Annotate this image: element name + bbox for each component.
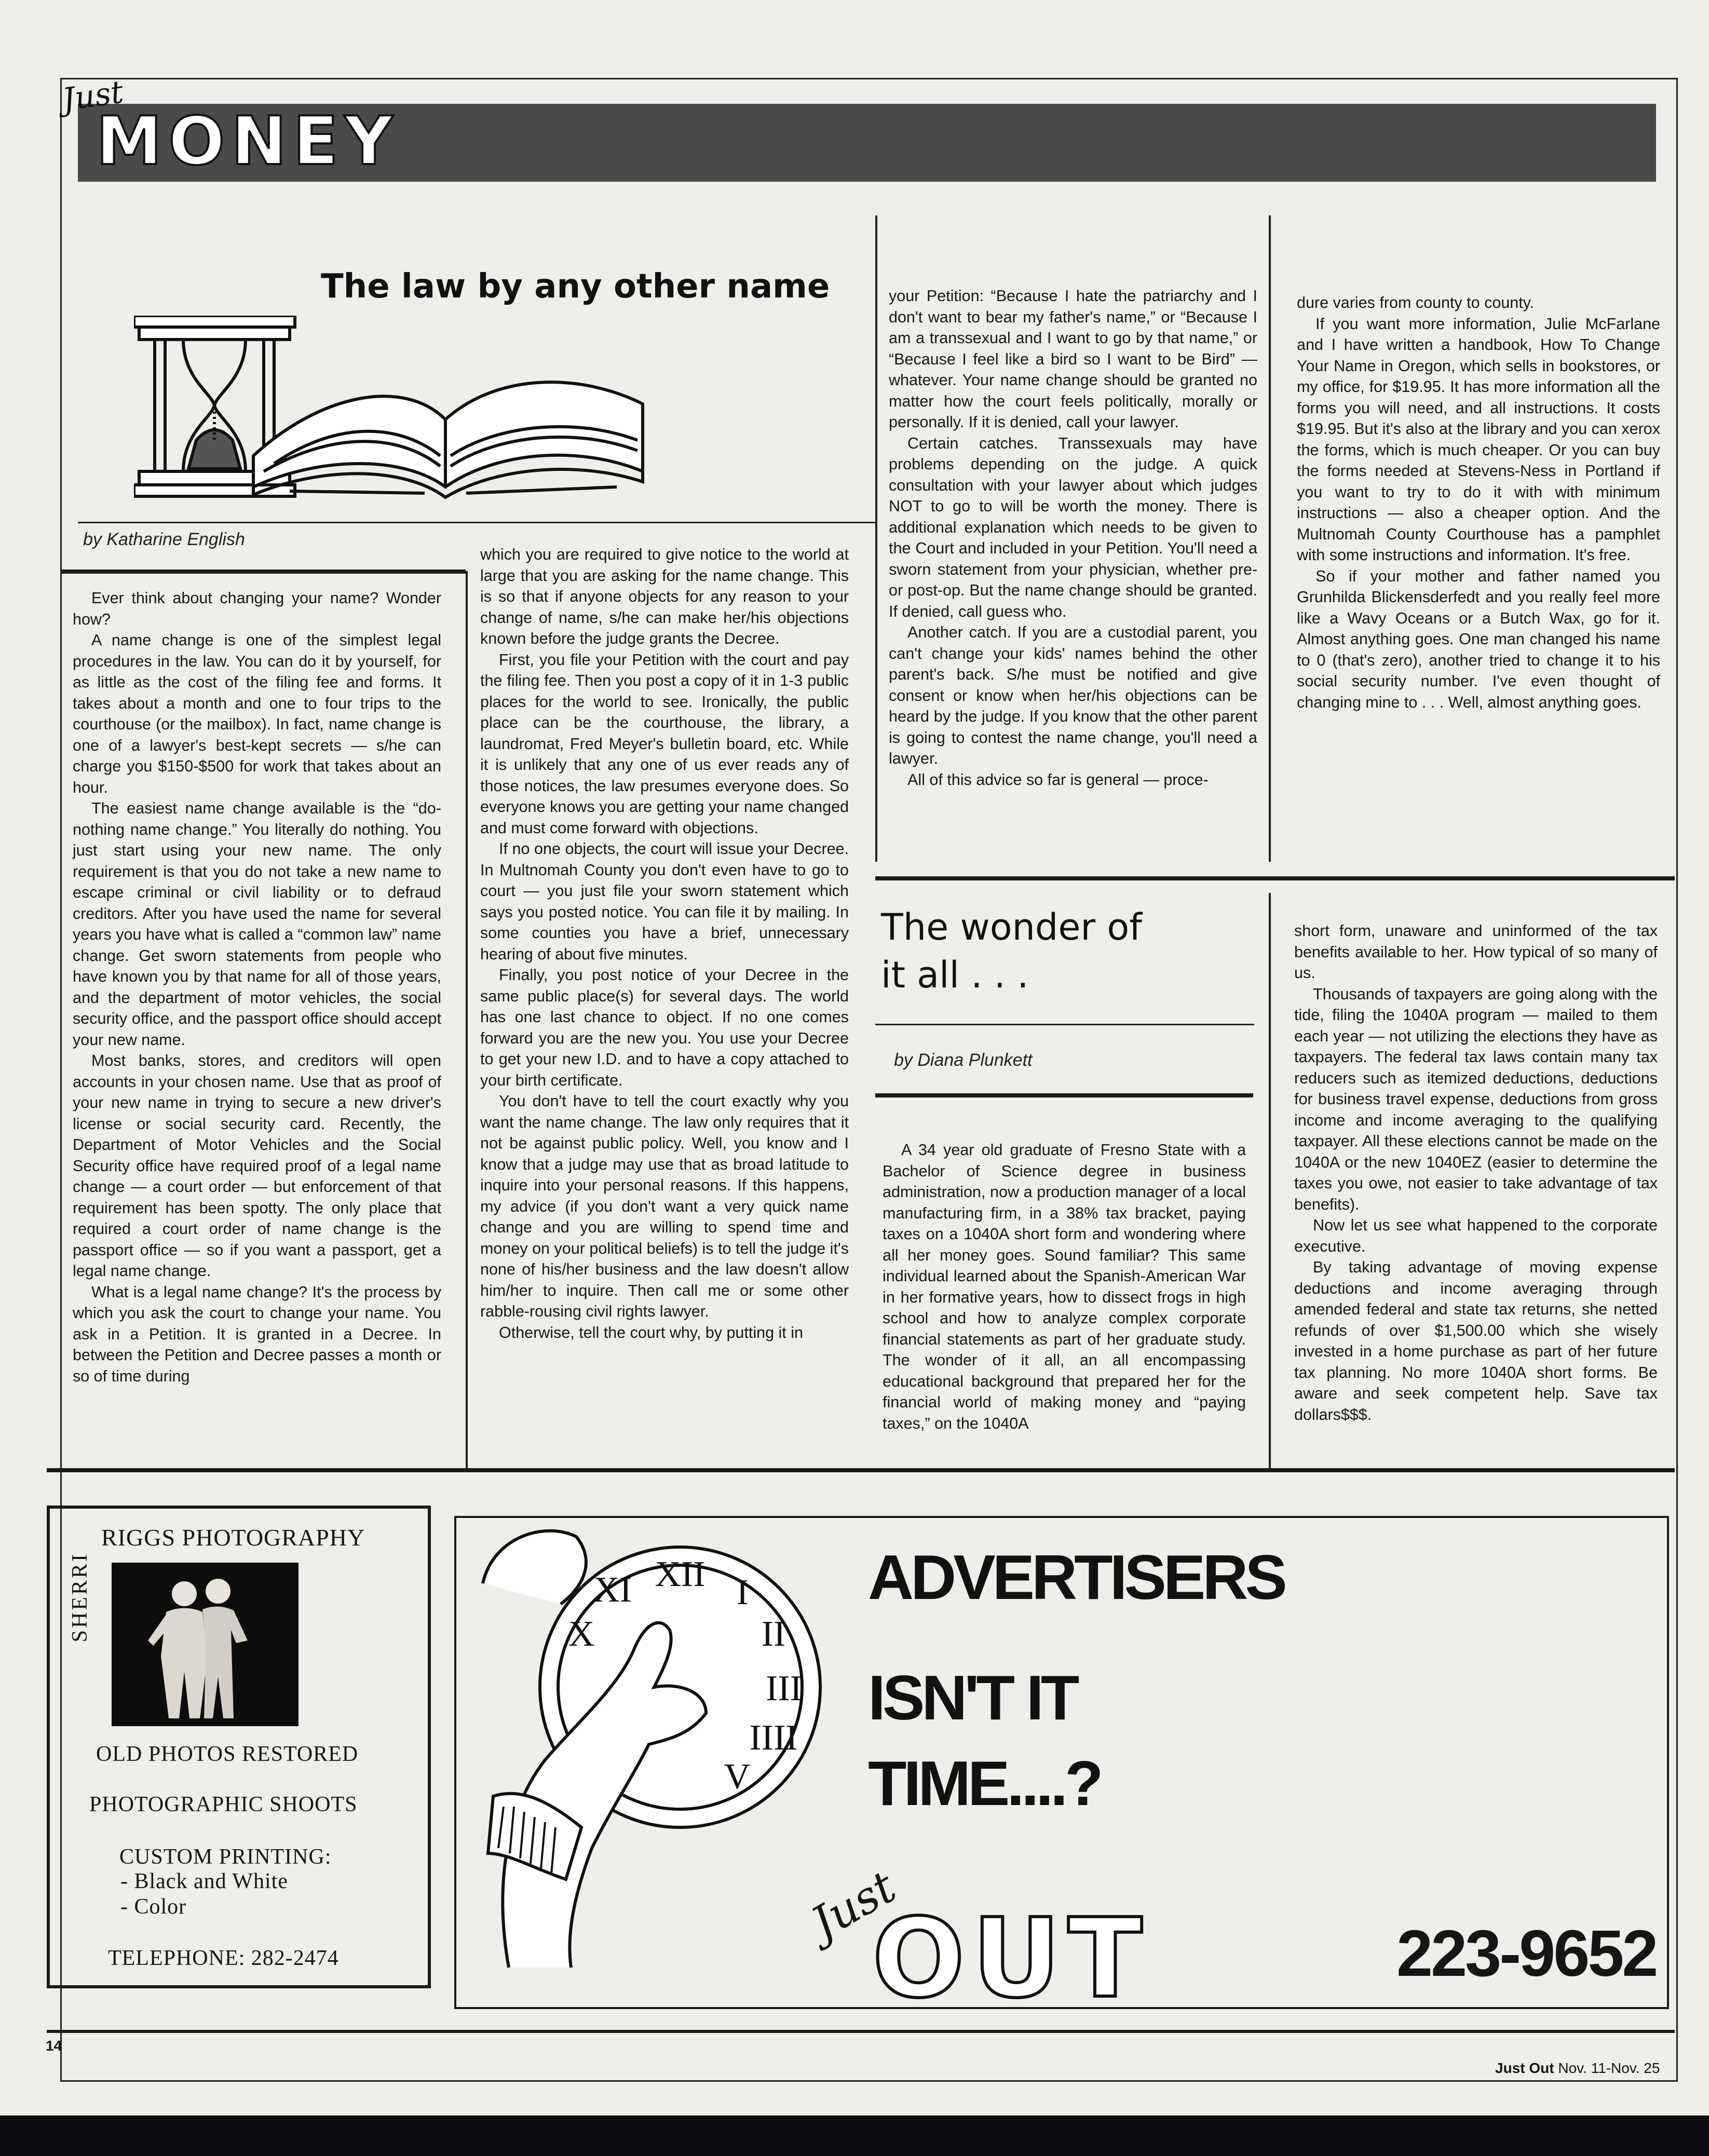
ad-logo-just: Just: [803, 1861, 905, 1950]
ad-service-line: - Black and White: [120, 1869, 288, 1893]
scan-bottom-edge: [0, 2116, 1709, 2156]
footer-publication: [1495, 2060, 1660, 2077]
article-column-1: Ever think about changing your name? Wonder how? A name change is one of the simplest legal procedures in the law. You can do it by yourself, for as little as the cost of the filing fee and forms. It takes about a month and one to four trips to the courthouse (or the mailbox). In fact, name change is one of a lawyer's best-kept secrets — s/he can charge you $150-$500 for work that takes about an hour. The easiest name change available is the “do-nothing name change.” You literally do nothing. You just start using your new name. The only requirement is that you do not take a new name to escape criminal or civil liability or to defraud creditors. After you have used the name for several years you have what is called a “common law” name change. Get sworn statements from people who have known you by that name for all of those years, and the department of motor vehicles, the social security office, and the passport office should accept your new name. Most banks, stores, and creditors will open accounts in your chosen name. Use that as proof of your new name in trying to secure a new driver's license or social security card. Recently, the Department of Motor Vehicles and the Social Security office have required proof of a legal name change — a court order — but enforcement of that requirement has been spotty. The only place that required a court order of name change is the passport office — so if you want a passport, get a legal name change. What is a legal name change? It's the process by which you ask the court to change your name. You ask in a Petition. It is granted in a Decree. In between the Petition and Decree passes a month or so of time during: [73, 589, 441, 1385]
page-number: 14: [46, 2038, 62, 2054]
ad-headline-line: ISN'T IT: [868, 1662, 1077, 1733]
column-rule: [875, 215, 877, 862]
ad-service-line: - Color: [120, 1895, 187, 1919]
svg-text:IIII: IIII: [749, 1718, 798, 1758]
article-2-column-1: A 34 year old graduate of Fresno State with a Bachelor of Science degree in business administration, now a production manager of a local manufacturing firm, in a 38% tax bracket, paying taxes on a 1040A short form and wondering where all her money goes. Sound familiar? This same individual learned about the Spanish-American War in her formative years, how to dissect frogs in high school and how to analyze complex corporate financial statements as part of her graduate study. The wonder of it all, an all encompassing educational background that prepared her for the financial world of making money and “paying taxes,” on the 1040A: [883, 1141, 1246, 1432]
ad-headline-line: TIME....?: [868, 1748, 1101, 1819]
section-banner-just: Just: [60, 74, 126, 118]
ad-headline-line: ADVERTISERS: [868, 1542, 1284, 1612]
two-figures-photo-icon: [112, 1563, 299, 1726]
article-column-4: dure varies from county to county. If you want more information, Julie McFarlane and I have written a handbook, How To Change Your Name in Oregon, which sells in bookstores, or my office, for $19.95. It has more information all the forms you will need, and all instructions. It costs $19.95. But it's also at the library and you can xerox the forms, which is much cheaper. Or you can buy the forms needed at Stevens-Ness in Portland if you want to try to do it with with minimum instructions — also a cheaper option. And the Multnomah County Courthouse has a pamphlet with some instructions and information. It's free. So if your mother and father named you Grunhilda Blickensderfedt and you really feel more like a Wavy Oceans or a Butch Wax, go for it. Almost anything goes. One man changed his name to 0 (that's zero), another tried to change it to his social security number. I've even thought of changing mine to . . . Well, almost anything goes.: [1297, 294, 1660, 711]
ad-logo-out: OUT: [872, 1895, 1150, 2022]
article-column-3: your Petition: “Because I hate the patriarchy and I don't want to bear my father's name,” or “Because I am a transsexual and I want to go by that name,” or “Because I feel like a bird so I want to be Bird” — whatever. Your name change should be granted no matter how the court feels politically, morally or personally. If it is denied, call your lawyer. Certain catches. Transsexuals may have problems depending on the judge. A quick consultation with your lawyer about which judges NOT to go to will be worth the money. There is additional explanation which needs to be given to the Court and included in your Petition. You'll need a sworn statement from your physician, whether pre- or post-op. But the name change should be granted. If denied, call guess who. Another catch. If you are a custodial parent, you can't change your kids' names behind the other parent's back. S/he must be notified and give consent or know when her/his objections can be heard by the judge. If you know that the other parent is going to contest the name change, you'll need a lawyer. All of this advice so far is general — proce-: [889, 287, 1257, 789]
ad-phone: 223-9652: [1396, 1917, 1657, 1990]
footer-publication-name: Just Out: [1495, 2060, 1554, 2076]
article-2-column-2: short form, unaware and uninformed of the tax benefits available to her. How typical of so many of us. Thousands of taxpayers are going along with the tide, filing the 1040A program — mailed to them each year — not utilizing the elections they have as taxpayers. The federal tax laws contain many tax reducers such as itemized deductions, deductions for business travel expense, deductions from gross income and income averaging to the qualifying taxpayer. All these elections cannot be made on the 1040A or the new 1040EZ (easier to determine the taxes you owe, not easier to take advantage of tax benefits). Now let us see what happened to the corporate executive. By taking advantage of moving expense deductions and income averaging through amended federal and state tax returns, she netted refunds of over $1,500.00 which she wisely invested in a home purchase as part of her future tax planning. No more 1040A short forms. Be aware and seek competent help. Save tax dollars$$$.: [1294, 922, 1658, 1423]
heavy-rule: [875, 876, 1675, 880]
column-rule: [1269, 893, 1271, 1469]
article-2-byline: by Diana Plunkett: [894, 1050, 1033, 1070]
footer-rule: [47, 2030, 1675, 2033]
heavy-rule: [61, 569, 466, 574]
heavy-rule: [47, 1468, 1675, 1472]
article-2-headline: The wonder of it all . . .: [881, 906, 1142, 996]
article-column-2: which you are required to give notice to the world at large that you are asking for the name change. This is so that if anyone objects for any reason to your change of name, s/he can make her/his objections known before the judge grants the Decree. First, you file your Petition with the court and pay the filing fee. Then you post a copy of it in 1-3 public places for the world to see. Ironically, the public place can be the courthouse, the library, a laundromat, Fred Meyer's bulletin board, etc. While it is unlikely that any one of us ever reads any of those notices, the law presumes everyone does. So everyone knows you are getting your name changed and must come forward with objections. If no one objects, the court will issue your Decree. In Multnomah County you don't even have to go to court — you just file your sworn statement which says you posted notice. You can file it by mailing. In some counties you have a brief, unnecessary hearing of about five minutes. Finally, you post notice of your Decree in the same public place(s) for several days. The world has one last chance to object. If no one comes forward you are the new you. You use your Decree to get your new I.D. and to have a copy attached to your birth certificate. You don't have to tell the court exactly why you want the name change. The law only requires that it not be against public policy. Well, you know and I know that a judge may use that as broad latitude to inquire into your personal reasons. If this happens, my advice (if you don't want a very quick name change and you are willing to spend time and money on your political beliefs) is to tell the judge it's none of his/her business and the law doesn't allow him/her to inquire. Then call me or some other rabble-rousing civil rights lawyer. Otherwise, tell the court why, by putting it in: [480, 546, 849, 1341]
footer-dates: Nov. 11-Nov. 25: [1558, 2060, 1660, 2076]
column-rule: [1269, 215, 1271, 862]
svg-text:V: V: [724, 1757, 751, 1797]
article-byline: by Katharine English: [83, 530, 245, 549]
heavy-rule: [875, 1093, 1253, 1097]
svg-text:II: II: [761, 1614, 786, 1654]
byline-rule: [78, 522, 875, 523]
byline-rule: [875, 1024, 1254, 1025]
svg-text:XII: XII: [655, 1554, 706, 1594]
svg-text:X: X: [568, 1614, 595, 1654]
article-headline: The law by any other name: [321, 267, 830, 306]
svg-text:III: III: [766, 1669, 802, 1708]
ad-photo: [112, 1563, 299, 1726]
ad-service-line: CUSTOM PRINTING:: [119, 1845, 332, 1869]
ad-title: RIGGS PHOTOGRAPHY: [101, 1524, 365, 1551]
ad-phone: TELEPHONE: 282-2474: [108, 1946, 339, 1970]
svg-text:I: I: [736, 1572, 749, 1612]
ad-service-line: OLD PHOTOS RESTORED: [96, 1742, 359, 1766]
ad-vertical-name: SHERRI: [68, 1552, 92, 1643]
clock-hand-illustration: [462, 1516, 825, 1983]
svg-text:XI: XI: [593, 1570, 632, 1610]
column-rule: [466, 571, 468, 1469]
hourglass-book-illustration: [134, 316, 648, 503]
section-title: MONEY: [96, 103, 399, 180]
ad-service-line: PHOTOGRAPHIC SHOOTS: [89, 1793, 358, 1816]
